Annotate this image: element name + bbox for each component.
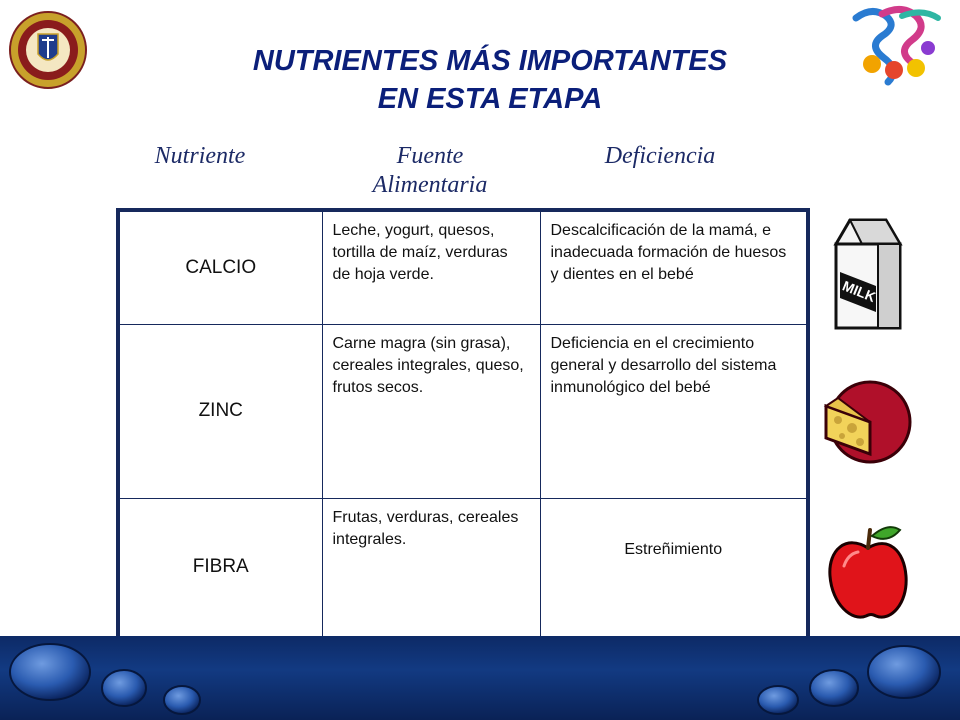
slide-title-line1: NUTRIENTES MÁS IMPORTANTES xyxy=(252,45,728,77)
faculty-logo xyxy=(842,4,948,88)
table-row xyxy=(118,210,808,324)
footer-band xyxy=(0,636,960,720)
slide-title xyxy=(160,42,820,118)
deficiency-cell: Estreñimiento xyxy=(540,498,808,638)
footer-bubbles xyxy=(0,636,960,720)
nutrient-name-cell: ZINC xyxy=(118,324,322,498)
nutrients-table xyxy=(116,208,810,640)
nutrient-name-cell: FIBRA xyxy=(118,498,322,638)
column-header-fuente xyxy=(320,142,540,200)
milk-label: MILK xyxy=(840,277,878,306)
food-source-cell: Frutas, verduras, cereales integrales. xyxy=(322,498,540,638)
column-header-fuente-line2: Alimentaria xyxy=(372,172,488,198)
cheese-icon xyxy=(818,376,914,468)
milk-carton-icon xyxy=(826,214,910,334)
column-header-nutriente: Nutriente xyxy=(154,143,246,169)
deficiency-cell: Deficiencia en el crecimiento general y desarrollo del sistema inmunológico del bebé xyxy=(540,324,808,498)
university-seal-logo xyxy=(8,10,88,90)
deficiency-cell: Descalcificación de la mamá, e inadecuada formación de huesos y dientes en el bebé xyxy=(540,210,808,324)
table-row xyxy=(118,498,808,638)
column-header-deficiencia: Deficiencia xyxy=(604,143,716,169)
apple-icon xyxy=(826,520,910,624)
food-source-cell: Leche, yogurt, quesos, tortilla de maíz, verduras de hoja verde. xyxy=(322,210,540,324)
food-source-cell: Carne magra (sin grasa), cereales integrales, queso, frutos secos. xyxy=(322,324,540,498)
table-row xyxy=(118,324,808,498)
column-header-fuente-line1: Fuente xyxy=(396,143,464,169)
nutrient-name-cell: CALCIO xyxy=(118,210,322,324)
slide-title-line2: EN ESTA ETAPA xyxy=(377,83,603,115)
